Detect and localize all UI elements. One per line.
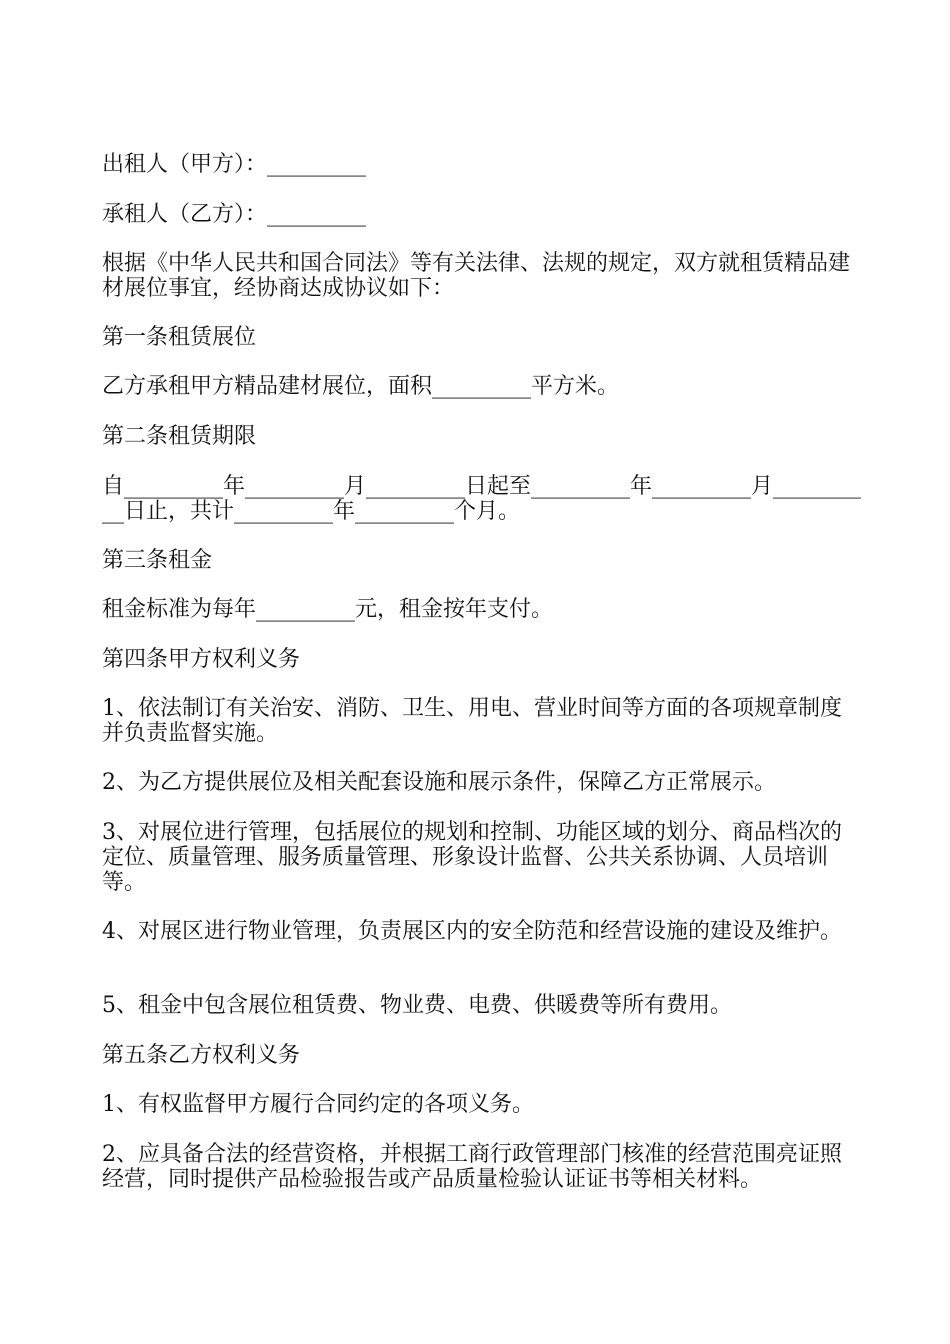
article-3-heading: 第三条租金 [102, 548, 213, 573]
article-1-heading: 第一条租赁展位 [102, 325, 257, 350]
article-4-item-5: 5、租金中包含展位租赁费、物业费、电费、供暖费等所有费用。 [102, 993, 732, 1018]
article-4-item-3: 3、对展位进行管理，包括展位的规划和控制、功能区域的划分、商品档次的定位、质量管理、服务质量管理、形象设计监督、公共关系协调、人员培训等。 [102, 820, 842, 895]
article-4-item-4: 4、对展区进行物业管理，负责展区内的安全防范和经营设施的建设及维护。 [102, 919, 842, 944]
lessee-line: 承租人（乙方）：_________ [102, 202, 367, 227]
preamble-paragraph: 根据《中华人民共和国合同法》等有关法律、法规的规定，双方就租赁精品建材展位事宜，经协商达成协议如下： [102, 251, 851, 301]
article-5-item-1: 1、有权监督甲方履行合同约定的各项义务。 [102, 1092, 534, 1117]
article-4-heading: 第四条甲方权利义务 [102, 647, 301, 672]
lessor-line: 出租人（甲方）：_________ [102, 152, 367, 177]
article-3-body: 租金标准为每年_________元，租金按年支付。 [102, 597, 554, 622]
article-5-heading: 第五条乙方权利义务 [102, 1043, 301, 1068]
article-2-heading: 第二条租赁期限 [102, 424, 257, 449]
article-5-item-2: 2、应具备合法的经营资格，并根据工商行政管理部门核准的经营范围亮证照经营，同时提供产品检验报告或产品质量检验认证证书等相关材料。 [102, 1142, 842, 1192]
article-2-body: 自_________年_________月_________日起至_________年_________月__________日止，共计_________年_________个月。 [102, 474, 862, 524]
article-1-body: 乙方承租甲方精品建材展位，面积_________平方米。 [102, 374, 620, 399]
article-4-item-1: 1、依法制订有关治安、消防、卫生、用电、营业时间等方面的各项规章制度并负责监督实施。 [102, 696, 842, 746]
article-4-item-2: 2、为乙方提供展位及相关配套设施和展示条件，保障乙方正常展示。 [102, 770, 776, 795]
